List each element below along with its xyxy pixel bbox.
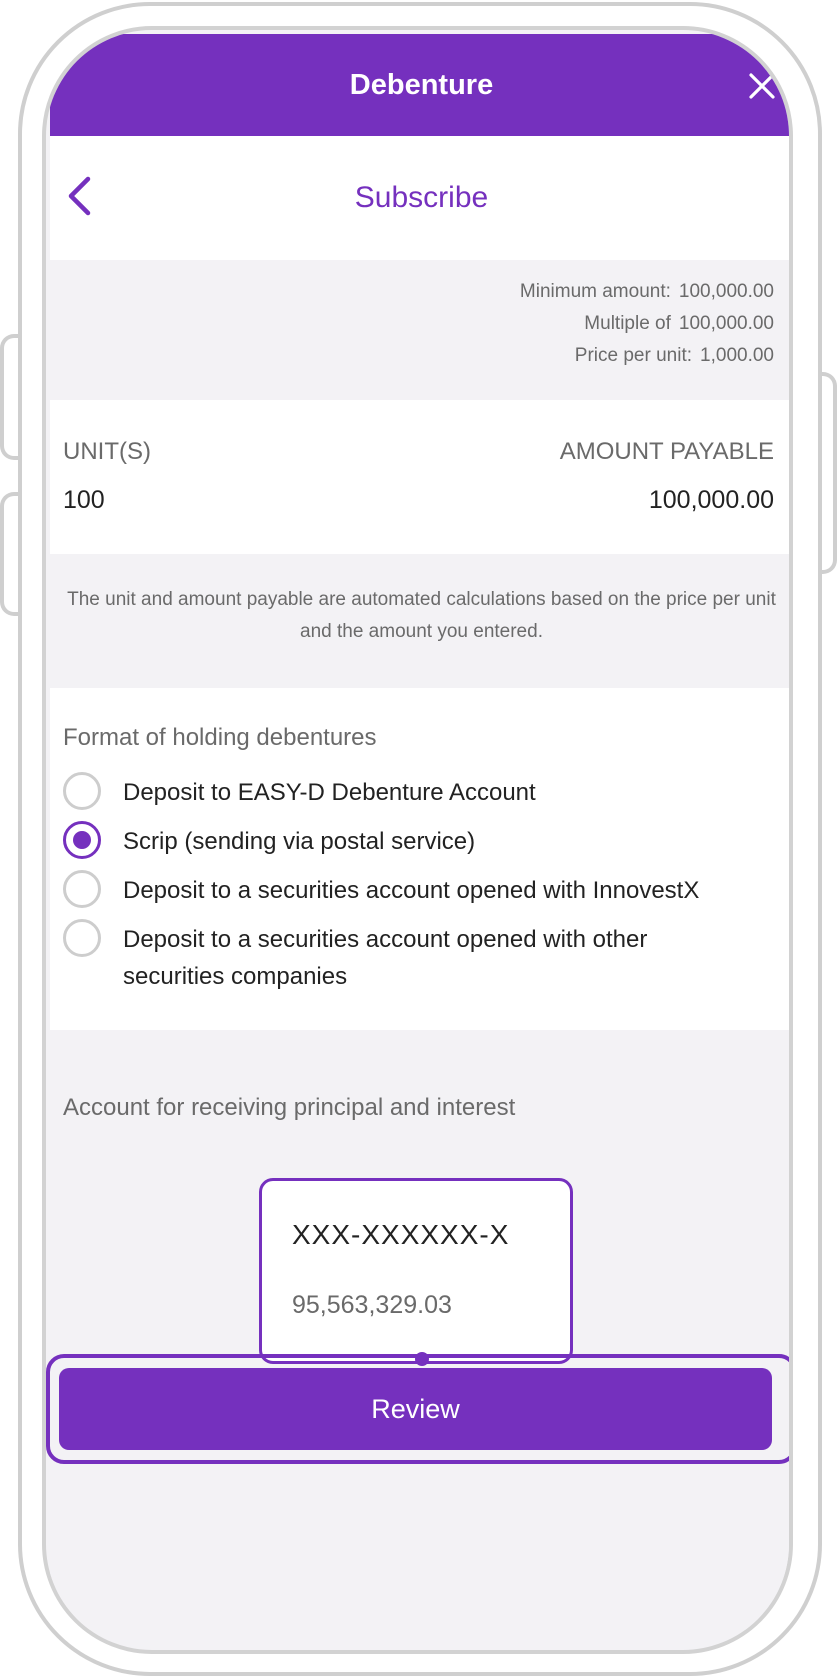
radio-button[interactable] bbox=[63, 772, 101, 810]
holding-format-label: Format of holding debentures bbox=[63, 724, 377, 751]
price-per-unit-value: 1,000.00 bbox=[700, 345, 774, 366]
units-value: 100 bbox=[63, 486, 105, 514]
price-per-unit-row bbox=[575, 345, 774, 367]
radio-button[interactable] bbox=[63, 870, 101, 908]
receiving-account-section bbox=[50, 1030, 793, 1630]
header-title: Debenture bbox=[349, 69, 494, 101]
units-label: UNIT(S) bbox=[63, 438, 151, 465]
format-option-label: Deposit to EASY-D Debenture Account bbox=[123, 779, 536, 806]
amount-payable-value: 100,000.00 bbox=[648, 486, 774, 514]
multiple-of-row bbox=[584, 313, 774, 335]
format-option-label: Scrip (sending via postal service) bbox=[123, 828, 476, 855]
amount-payable-label: AMOUNT PAYABLE bbox=[559, 438, 774, 465]
multiple-of-value: 100,000.00 bbox=[678, 313, 774, 334]
review-button[interactable]: Review bbox=[59, 1368, 772, 1450]
minimum-amount-label: Minimum amount: bbox=[519, 281, 671, 302]
format-option-label: Deposit to a securities account opened with InnovestX bbox=[123, 877, 700, 904]
close-icon[interactable] bbox=[747, 71, 777, 101]
format-option-label: Deposit to a securities account opened with other bbox=[123, 926, 648, 953]
format-option-label-line2: securities companies bbox=[123, 963, 348, 990]
account-balance: 95,563,329.03 bbox=[292, 1291, 452, 1319]
price-per-unit-label: Price per unit: bbox=[574, 345, 693, 366]
calculation-note: The unit and amount payable are automated calculations based on the price per unit and the amount you entered. bbox=[67, 589, 776, 642]
account-card[interactable] bbox=[259, 1178, 573, 1364]
account-number: XXX-XXXXXX-X bbox=[292, 1219, 510, 1250]
top-header bbox=[50, 34, 793, 136]
minimum-amount-row bbox=[520, 281, 774, 303]
calculation-note-section bbox=[50, 554, 793, 688]
radio-button[interactable] bbox=[63, 919, 101, 957]
page-title: Subscribe bbox=[354, 181, 489, 214]
holding-format-section bbox=[50, 688, 793, 1030]
phone-screen bbox=[42, 26, 793, 1654]
radio-button-selected[interactable] bbox=[63, 821, 101, 859]
subscription-info bbox=[50, 260, 793, 400]
sub-header bbox=[50, 136, 793, 260]
receiving-account-label: Account for receiving principal and interest bbox=[63, 1094, 516, 1121]
units-amount-section bbox=[50, 400, 793, 554]
multiple-of-label: Multiple of bbox=[584, 313, 671, 334]
minimum-amount-value: 100,000.00 bbox=[678, 281, 774, 302]
